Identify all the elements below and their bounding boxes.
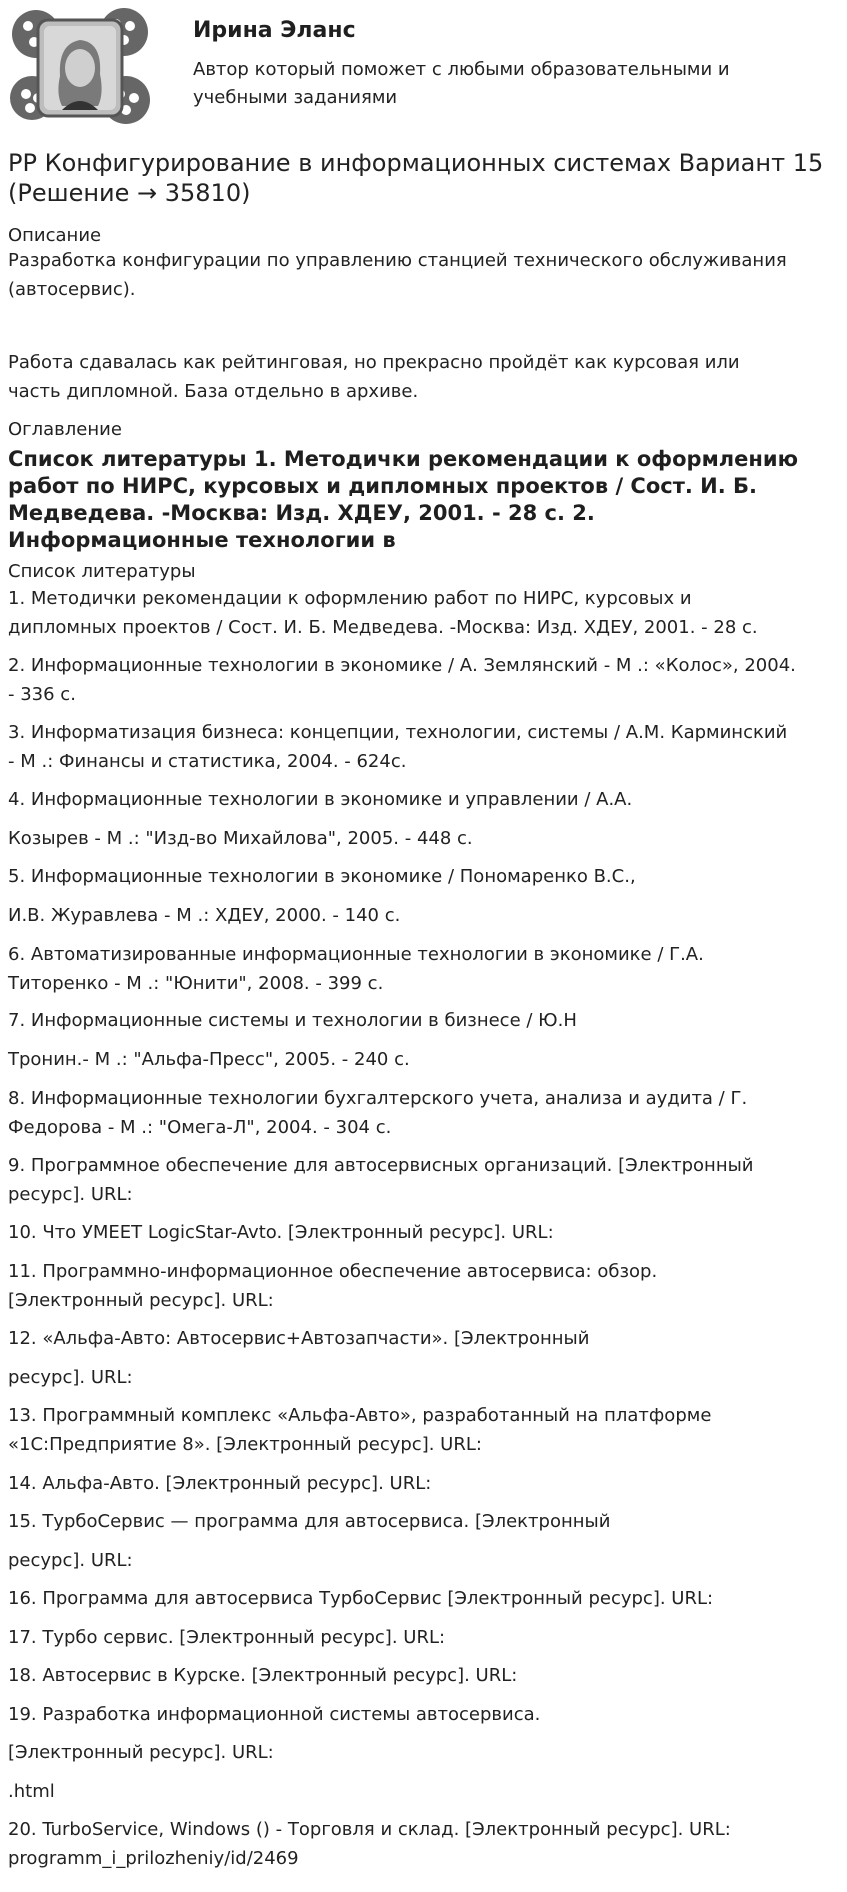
- toc-line: Медведева. -Москва: Изд. ХДЕУ, 2001. - 28 с. 2.: [8, 501, 595, 525]
- reference-line: 11. Программно-информационное обеспечение автосервиса: обзор.: [8, 1261, 658, 1282]
- note-line: Работа сдавалась как рейтинговая, но прекрасно пройдёт как курсовая или: [8, 352, 740, 373]
- author-name[interactable]: Ирина Эланс: [193, 18, 356, 43]
- note-line: часть дипломной. База отдельно в архиве.: [8, 381, 419, 402]
- work-title: [8, 148, 838, 208]
- reference-line: 19. Разработка информационной системы автосервиса.: [8, 1704, 541, 1725]
- references-label: Список литературы: [8, 561, 196, 582]
- reference-line: Федорова - М .: "Омега-Л", 2004. - 304 с.: [8, 1117, 392, 1138]
- reference-line: ресурс]. URL:: [8, 1367, 133, 1388]
- description-text: [8, 246, 838, 304]
- work-title-line: РР Конфигурирование в информационных системах Вариант 15: [8, 149, 824, 177]
- reference-line: 3. Информатизация бизнеса: концепции, технологии, системы / А.М. Карминский: [8, 722, 788, 743]
- reference-line: ресурс]. URL:: [8, 1184, 133, 1205]
- reference-line: 7. Информационные системы и технологии в бизнесе / Ю.Н: [8, 1010, 577, 1031]
- reference-line: 6. Автоматизированные информационные технологии в экономике / Г.А.: [8, 944, 704, 965]
- reference-line: [Электронный ресурс]. URL:: [8, 1290, 274, 1311]
- reference-line: 4. Информационные технологии в экономике и управлении / А.А.: [8, 789, 633, 810]
- reference-line: - М .: Финансы и статистика, 2004. - 624с.: [8, 751, 407, 772]
- work-title-line: (Решение → 35810): [8, 179, 251, 207]
- toc-preview: [8, 446, 838, 554]
- toc-label: Оглавление: [8, 419, 122, 440]
- reference-line: 5. Информационные технологии в экономике / Пономаренко В.С.,: [8, 866, 636, 887]
- reference-line: 16. Программа для автосервиса ТурбоСервис [Электронный ресурс]. URL:: [8, 1588, 714, 1609]
- toc-line: Информационные технологии в: [8, 528, 396, 552]
- author-description: Автор который поможет с любыми образовательными и учебными заданиями: [193, 59, 730, 108]
- toc-line: работ по НИРС, курсовых и дипломных проектов / Сост. И. Б.: [8, 474, 758, 498]
- reference-line: Тронин.- М .: "Альфа-Пресс", 2005. - 240 с.: [8, 1049, 410, 1070]
- reference-line: [Электронный ресурс]. URL:: [8, 1742, 274, 1763]
- reference-line: Козырев - М .: "Изд-во Михайлова", 2005. - 448 с.: [8, 828, 473, 849]
- author-card: [8, 6, 838, 128]
- reference-line: 2. Информационные технологии в экономике / А. Землянский - М .: «Колос», 2004.: [8, 655, 796, 676]
- reference-line: 1. Методички рекомендации к оформлению работ по НИРС, курсовых и: [8, 588, 692, 609]
- note-text: [8, 348, 838, 406]
- reference-line: 18. Автосервис в Курске. [Электронный ресурс]. URL:: [8, 1665, 518, 1686]
- reference-line: 9. Программное обеспечение для автосервисных организаций. [Электронный: [8, 1155, 754, 1176]
- reference-line: дипломных проектов / Сост. И. Б. Медведева. -Москва: Изд. ХДЕУ, 2001. - 28 с.: [8, 617, 758, 638]
- reference-line: programm_i_prilozheniy/id/2469: [8, 1848, 299, 1869]
- reference-line: И.В. Журавлева - М .: ХДЕУ, 2000. - 140 с.: [8, 905, 401, 926]
- reference-line: 12. «Альфа-Авто: Автосервис+Автозапчасти». [Электронный: [8, 1328, 590, 1349]
- reference-line: 20. TurboService, Windows () - Торговля и склад. [Электронный ресурс]. URL:: [8, 1819, 731, 1840]
- reference-line: 17. Турбо сервис. [Электронный ресурс]. URL:: [8, 1627, 446, 1648]
- description-line: Разработка конфигурации по управлению станцией технического обслуживания: [8, 250, 787, 271]
- description-line: (автосервис).: [8, 279, 136, 300]
- author-avatar: [8, 6, 152, 128]
- reference-line: ресурс]. URL:: [8, 1550, 133, 1571]
- reference-line: 15. ТурбоСервис — программа для автосервиса. [Электронный: [8, 1511, 611, 1532]
- reference-line: - 336 с.: [8, 684, 76, 705]
- reference-line: «1С:Предприятие 8». [Электронный ресурс]. URL:: [8, 1434, 482, 1455]
- reference-line: 13. Программный комплекс «Альфа-Авто», разработанный на платформе: [8, 1405, 712, 1426]
- description-label: Описание: [8, 225, 102, 246]
- toc-line: Список литературы 1. Методички рекомендации к оформлению: [8, 447, 799, 471]
- reference-line: 14. Альфа-Авто. [Электронный ресурс]. URL:: [8, 1473, 432, 1494]
- reference-line: 10. Что УМЕЕТ LogicStar-Avto. [Электронный ресурс]. URL:: [8, 1222, 554, 1243]
- reference-line: Титоренко - М .: "Юнити", 2008. - 399 с.: [8, 973, 384, 994]
- reference-line: 8. Информационные технологии бухгалтерского учета, анализа и аудита / Г.: [8, 1088, 748, 1109]
- reference-line: .html: [8, 1781, 55, 1802]
